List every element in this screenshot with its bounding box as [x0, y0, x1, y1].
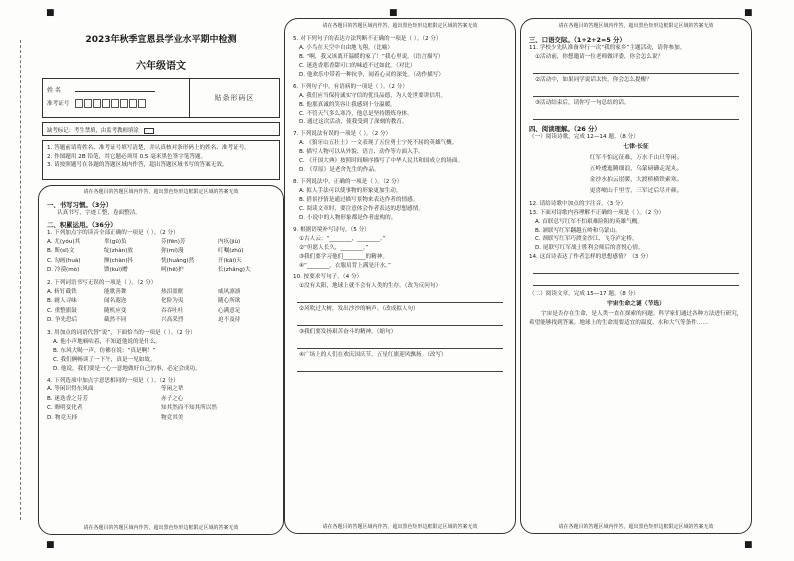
q5-stem: 5. 对下列句子的表达方法判断不正确的一项是（ ）。（2 分） [293, 36, 442, 42]
q6-c: C. 不管天气多么寒冷，他总是坚持锻炼身体。 [299, 110, 413, 117]
name-field[interactable] [75, 91, 155, 92]
q1-b1: B. 斯(sī)文 [47, 248, 75, 255]
q10-answer-line-4[interactable] [297, 362, 503, 372]
q10-answer-line-2[interactable] [297, 316, 503, 326]
q2-b2: 闻名遐迩 [104, 298, 127, 305]
q8-stem: 8. 下列说法中，正确的一项是（ ）。（2 分） [293, 179, 403, 186]
q3-stem: 3. 用加点的词语代替“说”，下面恰当的一项是（ ）。（2 分） [47, 329, 196, 336]
q4-a1: A. 等闲识得东风面 [47, 386, 94, 393]
poem-title: 七律·长征 [623, 143, 649, 150]
q4-d2: 物竞其美 [161, 414, 184, 421]
q11-item-2: ②活动中，如果同学说话太快，你会怎么提醒？ [535, 76, 652, 83]
article-text: 宇宙是否存在生命，是人类一直在探索的问题。科学家们通过各种方法进行研究，希望能够找到答案。地球上的生命需要适宜的温度、水和大气等条件…… [529, 311, 743, 326]
q4-d1: D. 物竞天择 [47, 414, 78, 421]
reading-1-title: （一）阅读诗歌，完成 12—14 题。（8 分） [529, 133, 639, 140]
ticket-label: 准考证号 [47, 101, 70, 107]
name-label: 姓 名 [47, 87, 61, 94]
q10-item-4: ④广场上的人们在欢庆国庆节，五星红旗迎风飘扬。（改写） [299, 352, 447, 359]
note-1: 1. 答题前请将姓名、准考证号填写清楚，并认真核对条形码上的姓名、准考证号。 [47, 145, 250, 151]
poem-line-4: 更喜岷山千里雪，三军过后尽开颜。 [589, 187, 683, 194]
q1-a3: 芬(fēn)芳 [161, 238, 186, 245]
q2-d1: D. 争先恐后 [47, 317, 78, 324]
q2-a2: 能歌善舞 [104, 288, 127, 295]
q2-a1: A. 斩钉截铁 [47, 288, 77, 295]
q9-line-3[interactable]: ③我们要学习他们________的精神。 [299, 253, 388, 260]
info-box [42, 78, 280, 118]
q9-line-1[interactable]: ①古人云：“________，________。” [299, 235, 386, 242]
q10-answer-line-3[interactable] [297, 339, 503, 349]
registration-mark-center: ■ [389, 8, 398, 18]
binding-line [20, 40, 21, 520]
section-1-body: 认真书写，字迹工整，卷面整洁。 [57, 210, 141, 216]
panel2-banner-top: 请在各题目的答题区域内作答，超出黑色矩形边框限定区域的答案无效 [322, 23, 478, 29]
q1-b2: 绽(zhàn)放 [104, 248, 134, 255]
section-2-title: 二、积累运用。（36分） [47, 220, 117, 229]
q2-a4: 威风凛凛 [218, 288, 241, 295]
ticket-field[interactable] [75, 99, 146, 108]
q2-stem: 2. 下列词语书写无误的一项是（ ）。（2 分） [47, 279, 157, 286]
absent-label: 缺考标记：考生禁填，由监考教师填涂 [47, 128, 139, 134]
q14-stem: 14. 这首诗表达了作者怎样的思想感情？（3 分） [529, 254, 652, 261]
registration-mark-left: ■ [46, 8, 55, 18]
q2-b1: B. 耐人寻味 [47, 298, 77, 305]
q11-answer-line-2[interactable] [533, 87, 739, 97]
panel3-banner-top: 请在各题目的答题区域内作答，超出黑色矩形边框限定区域的答案无效 [558, 23, 714, 29]
q1-b4: 叮嘱(zhǔ) [218, 248, 244, 255]
registration-mark-bottom-left: ■ [46, 540, 55, 550]
note-2: 2. 作图题用 2B 铅笔，其它题必须用 0.5 毫米黑色签字笔答题。 [47, 153, 207, 160]
q1-c1: C. 勾画(huà) [47, 257, 81, 264]
q2-c2: 随机应变 [104, 307, 127, 314]
q11-item-3: ③活动结束后，请你写一句总结的话。 [535, 99, 630, 106]
q1-a4: 内疚(jiù) [218, 238, 241, 245]
reading-2-title: （二）阅读文章，完成 15—17 题。（8 分） [529, 291, 639, 298]
q9-line-4[interactable]: ④“________，衣服肩背上满是汗水。” [299, 262, 391, 269]
q2-c1: C. 重整旗鼓 [47, 307, 77, 314]
poem-line-3: 金沙水拍云崖暖，大渡桥横铁索寒。 [589, 176, 683, 183]
notes-box [42, 140, 280, 180]
q1-a2: 辜(gū)负 [104, 238, 127, 245]
q1-options [47, 238, 275, 276]
note-3: 3. 请按照题号在各题的答题区域内作答，超出答题区域书写的答案无效。 [47, 162, 228, 169]
exam-title: 2023年秋季宣恩县学业水平期中检测 [85, 35, 237, 45]
q14-answer-line-1[interactable] [533, 264, 739, 274]
registration-mark-bottom-right: ■ [744, 540, 753, 550]
q13-a: A. 首联总写红军不怕艰难险阻的英雄气概。 [535, 218, 643, 225]
q6-a: A. 我们应当保持诚实守信的优良品德，为人处世要讲信用。 [299, 92, 447, 99]
q3-option-c: C. 我们俩畅谈了一下午，真是一见如故。 [53, 356, 156, 363]
q1-d1: D. 冷漠(mò) [47, 267, 80, 274]
panel-banner-bottom: 请在各题目的答题区域内作答，超出黑色矩形边框限定区域的答案无效 [83, 525, 239, 531]
poem-line-2: 五岭逶迤腾细浪，乌蒙磅礴走泥丸。 [589, 165, 683, 172]
column-one [42, 30, 280, 536]
q7-c: C. 《开国大典》按照时间顺序描写了中华人民共和国成立的场面。 [299, 158, 464, 165]
panel3-banner-bottom: 请在各题目的答题区域内作答，超出黑色矩形边框限定区域的答案无效 [558, 524, 714, 530]
q9-stem: 9. 根据语境补写诗句。（5 分） [293, 226, 370, 233]
q10-answer-line-1[interactable] [297, 293, 503, 303]
q12-stem: 12. 请给诗歌中加点的字注音。（3 分） [529, 200, 627, 207]
q5-a: A. 小鸟在天空中自由地飞翔。（比喻） [299, 44, 393, 51]
q5-d: D. 他欢乐中带着一种抗争，闻着心灵的深处。（动作描写） [299, 71, 444, 78]
absent-row [42, 122, 280, 136]
q6-b: B. 他那真诚的笑容让我感到十分温暖。 [299, 101, 396, 108]
q4-c2: 知其然而不知其所以然 [161, 405, 217, 412]
section-4-title: 四、阅读理解。（26 分） [529, 124, 601, 133]
q1-c3: 恍(huǎng)然 [161, 257, 195, 264]
poem-line-1: 红军不怕远征难，万水千山只等闲。 [589, 154, 683, 161]
q4-c1: C. 晦明变化者 [47, 405, 83, 412]
q13-stem: 13. 下面对诗歌内容理解不正确的一项是（ ）。（2 分） [529, 209, 665, 216]
q11-item-1: ①活动前，你想邀请一位老师做评委，你会怎么说？ [535, 53, 664, 60]
barcode-label: 贴条形码区 [214, 94, 255, 102]
q7-d: D. 《草原》是老舍先生的作品。 [299, 167, 380, 174]
q2-d2: 截然不同 [104, 317, 127, 324]
q7-a: A. 《狼牙山五壮士》一文表现了五位勇士宁死不屈的英雄气概。 [299, 140, 458, 147]
q2-c3: 吞吞吐吐 [161, 307, 184, 314]
q6-stem: 6. 下列句子中，有语病的一项是（ ）。（2 分） [293, 83, 408, 90]
q4-a2: 等闲之辈 [161, 386, 184, 393]
q4-options [47, 385, 275, 423]
q10-item-3: ③我们要发扬艰苦奋斗的精神。（缩句） [299, 329, 397, 336]
q2-d3: 兴高采烈 [161, 317, 184, 324]
q4-b2: 赤子之心 [161, 395, 184, 402]
panel-banner-top: 请在各题目的答题区域内作答，超出黑色矩形边框限定区域的答案无效 [83, 189, 239, 195]
q1-d4: 长(zhǎng)大 [218, 267, 251, 274]
q10-stem: 10. 按要求写句子。（4 分） [293, 274, 363, 281]
q1-d3: 呵(hē)护 [161, 267, 184, 274]
article-title: 宇宙生命之谜（节选） [607, 301, 665, 308]
q2-b4: 随心所欲 [218, 298, 241, 305]
q3-option-b: B. 东风大喝一声，仿佛在说：“真是啊！” [53, 347, 156, 354]
registration-mark-right: ■ [744, 8, 753, 18]
q2-a3: 热泪盈眶 [161, 288, 184, 295]
q8-a: A. 拟人手法可以使事物的形象更加生动。 [299, 188, 402, 194]
q10-item-1: ①没有太阳，地球上就不会有人类的生存。（改为反问句） [299, 283, 442, 290]
q13-c: C. 颈联写红军巧渡金沙江、飞夺泸定桥。 [535, 236, 638, 243]
q2-b3: 化险为夷 [161, 298, 184, 305]
q1-stem: 1. 下列加点字的读音全部正确的一项是（ ）。（2 分） [47, 229, 179, 236]
q7-stem: 7. 下列说法有误的一项是（ ）。（2 分） [293, 131, 392, 138]
section-3-title: 三、口语交际。（1+2+2=5 分） [529, 36, 626, 44]
q1-d2: 馈(kuì)赠 [104, 267, 128, 274]
absent-checkbox[interactable] [144, 128, 154, 134]
q11-answer-line-3[interactable] [533, 110, 739, 120]
q5-c: C. 迷迭香那香甜可口的味道不过如此。（对比） [299, 62, 416, 69]
barcode-area [189, 79, 279, 117]
q4-stem: 4. 下列选项中加点字意思相同的一项是（ ）。（2 分） [47, 377, 179, 384]
q8-d: D. 小说中的人物形象都是作者虚构的。 [299, 214, 397, 221]
q8-c: C. 阅读文章时，要注意体会作者表达的思想感情。 [299, 205, 424, 212]
panel2-banner-bottom: 请在各题目的答题区域内作答，超出黑色矩形边框限定区域的答案无效 [322, 524, 478, 530]
q3-option-d: D. 他说，我们要是一心一意地做好自己的事，必定会成功。 [53, 365, 201, 372]
q2-d4: 迫不及待 [218, 317, 241, 324]
q13-d: D. 尾联写红军战士胜利会师后的喜悦心情。 [535, 245, 644, 252]
q8-b: B. 借景抒情是通过描写景物来表达作者的情感。 [299, 196, 419, 203]
q5-b: B. “啊，我又该离开温暖的家了！”我心里说。（语言描写） [299, 53, 444, 60]
answer-panel-1 [38, 185, 284, 535]
q4-b1: B. 迷迭香之芬芳 [47, 395, 88, 402]
q9-line-2[interactable]: ②“但愿人长久，________。” [299, 244, 369, 251]
q1-b3: 弥(mí)漫 [161, 248, 184, 255]
q1-a1: A. 尤(yóu)其 [47, 238, 81, 245]
answer-panel-2 [284, 18, 516, 534]
subject-title: 六年级语文 [136, 61, 186, 72]
q3-option-a: A. 他小声地嘀咕着，不知道他说的是什么。 [53, 338, 161, 345]
q6-d: D. 通过这次活动，使我受到了深刻的教育。 [299, 119, 408, 126]
q1-c2: 颤(chàn)抖 [104, 257, 134, 264]
q2-options [47, 288, 275, 326]
q1-c4: 开(kāi)天 [218, 257, 242, 264]
section-1-title: 一、书写习惯。（3分） [47, 201, 113, 209]
q11-stem: 11. 学校少先队准备举行一次“我的家乡”主题活动，请你参加。 [529, 45, 686, 51]
q7-b: B. 描写人物可以从外貌、语言、动作等方面入手。 [299, 149, 424, 156]
q13-b: B. 颔联写红军翻越五岭和乌蒙山。 [535, 227, 621, 234]
q14-answer-line-2[interactable] [533, 276, 739, 286]
q11-answer-line-1[interactable] [533, 64, 739, 74]
q10-item-2: ②风吹过大树，发出沙沙的响声。（改成拟人句） [299, 306, 419, 313]
answer-panel-3 [520, 18, 752, 534]
q2-c4: 心满意足 [218, 307, 241, 314]
